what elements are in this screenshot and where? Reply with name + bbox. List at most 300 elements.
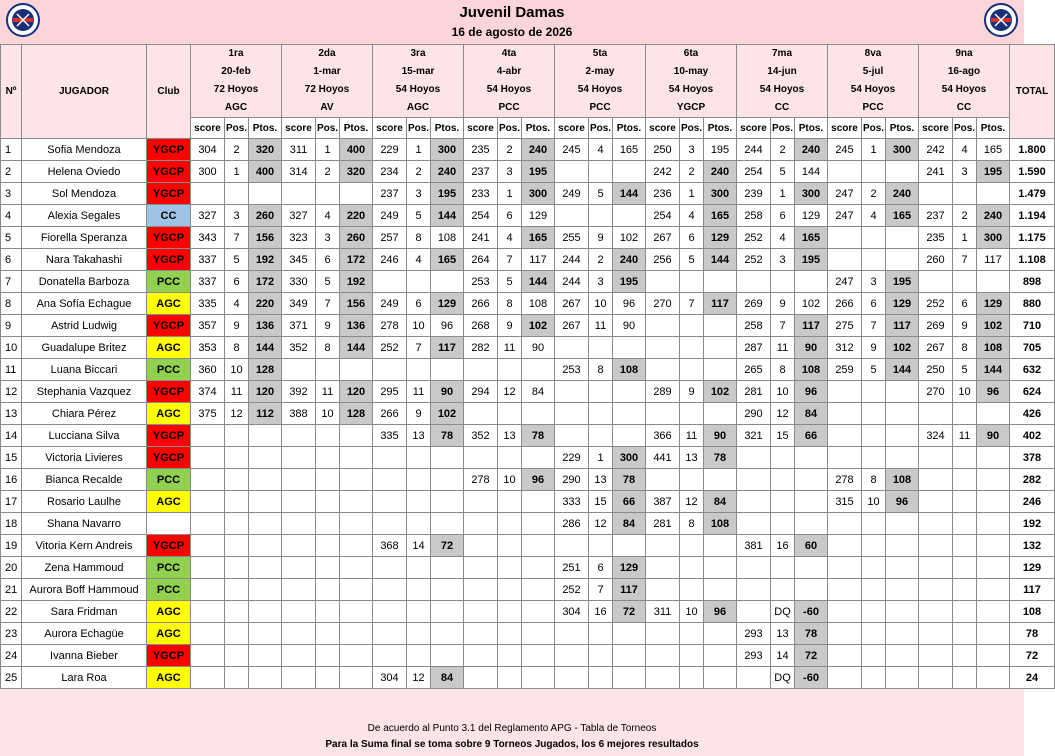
points-cell: 90	[704, 425, 737, 447]
score-cell	[191, 447, 225, 469]
score-cell: 330	[282, 271, 316, 293]
points-cell	[613, 645, 646, 667]
score-cell	[282, 623, 316, 645]
tournament-header	[555, 45, 646, 118]
score-cell: 237	[373, 183, 407, 205]
position-cell	[589, 161, 613, 183]
score-cell	[828, 645, 862, 667]
row-number: 16	[1, 469, 22, 491]
col-header-ptos: Ptos.	[886, 118, 919, 139]
score-cell	[646, 579, 680, 601]
points-cell: 78	[795, 623, 828, 645]
points-cell: 144	[522, 271, 555, 293]
position-cell	[680, 271, 704, 293]
position-cell	[498, 403, 522, 425]
tournament-date: 16-ago	[947, 66, 981, 77]
score-cell: 287	[737, 337, 771, 359]
score-cell: 247	[828, 205, 862, 227]
position-cell	[680, 337, 704, 359]
score-cell: 260	[919, 249, 953, 271]
position-cell: 5	[680, 249, 704, 271]
points-cell: 240	[613, 249, 646, 271]
position-cell	[589, 403, 613, 425]
position-cell	[953, 271, 977, 293]
position-cell: 4	[680, 205, 704, 227]
position-cell: 3	[680, 139, 704, 161]
score-cell: 253	[555, 359, 589, 381]
position-cell	[407, 557, 431, 579]
points-cell: 220	[340, 205, 373, 227]
position-cell	[498, 645, 522, 667]
table-row	[1, 557, 1055, 579]
points-cell	[977, 447, 1010, 469]
score-cell: 252	[919, 293, 953, 315]
tournament-holes: 54 Hoyos	[759, 84, 805, 95]
player-name: Luana Biccari	[22, 359, 147, 381]
score-cell: 270	[919, 381, 953, 403]
points-cell	[795, 271, 828, 293]
position-cell: 1	[862, 139, 886, 161]
score-cell: 441	[646, 447, 680, 469]
club-badge: PCC	[147, 557, 191, 579]
position-cell: 9	[225, 315, 249, 337]
club-badge: YGCP	[147, 535, 191, 557]
points-cell	[431, 513, 464, 535]
score-cell	[737, 667, 771, 689]
points-cell: 90	[613, 315, 646, 337]
points-cell: 300	[431, 139, 464, 161]
score-cell: 294	[464, 381, 498, 403]
tournament-holes: 54 Hoyos	[941, 84, 987, 95]
row-number: 13	[1, 403, 22, 425]
score-cell: 323	[282, 227, 316, 249]
player-name: Astrid Ludwig	[22, 315, 147, 337]
position-cell: 1	[589, 447, 613, 469]
score-cell	[919, 271, 953, 293]
score-cell	[282, 513, 316, 535]
position-cell	[225, 513, 249, 535]
points-cell: 129	[886, 293, 919, 315]
club-badge: AGC	[147, 403, 191, 425]
points-cell: 144	[704, 249, 737, 271]
score-cell	[828, 161, 862, 183]
tournament-date: 20-feb	[221, 66, 251, 77]
points-cell: 72	[613, 601, 646, 623]
score-cell: 304	[555, 601, 589, 623]
total-cell: 1.194	[1010, 205, 1055, 227]
points-cell: 156	[249, 227, 282, 249]
points-cell: 102	[886, 337, 919, 359]
position-cell: 3	[953, 161, 977, 183]
points-cell	[704, 403, 737, 425]
position-cell	[862, 601, 886, 623]
position-cell: 9	[862, 337, 886, 359]
score-cell: 244	[555, 271, 589, 293]
score-cell: 267	[555, 315, 589, 337]
table-row	[1, 601, 1055, 623]
position-cell: 6	[498, 205, 522, 227]
score-cell: 249	[555, 183, 589, 205]
score-cell	[919, 645, 953, 667]
score-cell	[373, 623, 407, 645]
score-cell: 266	[828, 293, 862, 315]
position-cell: 10	[407, 315, 431, 337]
position-cell	[225, 425, 249, 447]
score-cell: 290	[737, 403, 771, 425]
score-cell	[919, 513, 953, 535]
row-number: 7	[1, 271, 22, 293]
score-cell	[919, 403, 953, 425]
table-row	[1, 513, 1055, 535]
col-header-score: score	[282, 118, 316, 139]
position-cell	[953, 579, 977, 601]
position-cell: 1	[771, 183, 795, 205]
position-cell	[407, 271, 431, 293]
position-cell	[225, 645, 249, 667]
position-cell	[862, 535, 886, 557]
points-cell	[704, 557, 737, 579]
points-cell: 320	[249, 139, 282, 161]
footer-rule: Para la Suma final se toma sobre 9 Torneos Jugados, los 6 mejores resultados	[325, 739, 699, 750]
score-cell	[828, 249, 862, 271]
position-cell: 1	[498, 183, 522, 205]
points-cell: 260	[340, 227, 373, 249]
club-badge: YGCP	[147, 139, 191, 161]
table-row	[1, 623, 1055, 645]
score-cell	[191, 183, 225, 205]
points-cell	[886, 601, 919, 623]
tournament-holes: 72 Hoyos	[304, 84, 350, 95]
score-cell: 275	[828, 315, 862, 337]
points-cell: 128	[340, 403, 373, 425]
points-cell	[613, 425, 646, 447]
points-cell: 240	[431, 161, 464, 183]
position-cell	[953, 469, 977, 491]
score-cell	[464, 447, 498, 469]
club-badge: PCC	[147, 579, 191, 601]
score-cell: 266	[464, 293, 498, 315]
position-cell	[498, 535, 522, 557]
position-cell: 8	[316, 337, 340, 359]
position-cell: 8	[953, 337, 977, 359]
position-cell: 11	[225, 381, 249, 403]
score-cell	[373, 271, 407, 293]
score-cell: 304	[373, 667, 407, 689]
points-cell: 172	[249, 271, 282, 293]
points-cell: 195	[886, 271, 919, 293]
position-cell	[316, 425, 340, 447]
position-cell: 8	[680, 513, 704, 535]
position-cell: 4	[771, 227, 795, 249]
points-cell	[977, 491, 1010, 513]
score-cell	[464, 557, 498, 579]
tournament-date: 2-may	[585, 66, 615, 77]
total-cell: 246	[1010, 491, 1055, 513]
position-cell	[316, 469, 340, 491]
col-header-ptos: Ptos.	[977, 118, 1010, 139]
player-name: Fiorella Speranza	[22, 227, 147, 249]
score-cell	[191, 425, 225, 447]
position-cell	[316, 535, 340, 557]
club-badge: AGC	[147, 293, 191, 315]
score-cell	[919, 601, 953, 623]
score-cell: 293	[737, 645, 771, 667]
score-cell	[191, 667, 225, 689]
score-cell: 237	[919, 205, 953, 227]
points-cell	[249, 183, 282, 205]
score-cell: 229	[555, 447, 589, 469]
table-row	[1, 183, 1055, 205]
position-cell	[862, 227, 886, 249]
position-cell: 13	[407, 425, 431, 447]
table-row	[1, 161, 1055, 183]
club-badge: YGCP	[147, 447, 191, 469]
score-cell: 255	[555, 227, 589, 249]
position-cell: 5	[589, 183, 613, 205]
total-cell: 282	[1010, 469, 1055, 491]
points-cell	[340, 425, 373, 447]
total-cell: 1.800	[1010, 139, 1055, 161]
position-cell	[680, 469, 704, 491]
score-cell: 252	[737, 249, 771, 271]
points-cell	[522, 667, 555, 689]
points-cell: 136	[249, 315, 282, 337]
score-cell	[919, 667, 953, 689]
position-cell: 8	[498, 293, 522, 315]
player-name: Rosario Laulhe	[22, 491, 147, 513]
points-cell: 300	[613, 447, 646, 469]
position-cell: 10	[316, 403, 340, 425]
points-cell	[886, 667, 919, 689]
points-cell	[977, 623, 1010, 645]
score-cell	[737, 491, 771, 513]
tournament-venue: AV	[320, 102, 334, 113]
position-cell	[862, 645, 886, 667]
points-cell	[977, 579, 1010, 601]
position-cell: 12	[498, 381, 522, 403]
position-cell	[771, 557, 795, 579]
position-cell: 4	[498, 227, 522, 249]
position-cell	[407, 447, 431, 469]
position-cell	[498, 513, 522, 535]
position-cell	[862, 249, 886, 271]
col-header-pos: Pos.	[407, 118, 431, 139]
col-header-score: score	[919, 118, 953, 139]
position-cell	[680, 359, 704, 381]
col-header-pos: Pos.	[498, 118, 522, 139]
points-cell	[249, 579, 282, 601]
points-cell: 300	[704, 183, 737, 205]
position-cell	[589, 623, 613, 645]
points-cell: 60	[795, 535, 828, 557]
points-cell	[613, 337, 646, 359]
position-cell	[498, 491, 522, 513]
points-cell	[340, 667, 373, 689]
points-cell	[795, 557, 828, 579]
col-header-pos: Pos.	[225, 118, 249, 139]
score-cell: 241	[919, 161, 953, 183]
club-badge: AGC	[147, 337, 191, 359]
position-cell: 6	[771, 205, 795, 227]
points-cell: 90	[795, 337, 828, 359]
total-cell: 1.590	[1010, 161, 1055, 183]
points-cell: 108	[704, 513, 737, 535]
score-cell	[191, 513, 225, 535]
points-cell: 300	[977, 227, 1010, 249]
points-cell	[522, 579, 555, 601]
score-cell	[282, 579, 316, 601]
player-name: Victoria Livieres	[22, 447, 147, 469]
score-cell: 333	[555, 491, 589, 513]
row-number: 20	[1, 557, 22, 579]
score-cell	[191, 623, 225, 645]
tournament-holes: 54 Hoyos	[577, 84, 623, 95]
position-cell	[953, 403, 977, 425]
score-cell: 258	[737, 205, 771, 227]
points-cell	[795, 491, 828, 513]
score-cell: 268	[464, 315, 498, 337]
points-cell	[340, 535, 373, 557]
position-cell	[953, 623, 977, 645]
points-cell	[431, 601, 464, 623]
points-cell	[522, 557, 555, 579]
club-badge: CC	[147, 205, 191, 227]
points-cell	[886, 645, 919, 667]
col-header-score: score	[464, 118, 498, 139]
total-cell: 880	[1010, 293, 1055, 315]
position-cell: 9	[771, 293, 795, 315]
points-cell	[522, 359, 555, 381]
points-cell: 117	[522, 249, 555, 271]
score-cell	[464, 403, 498, 425]
score-cell: 258	[737, 315, 771, 337]
points-cell: 400	[249, 161, 282, 183]
score-cell	[373, 513, 407, 535]
score-cell	[373, 601, 407, 623]
table-row	[1, 139, 1055, 161]
position-cell: 14	[407, 535, 431, 557]
position-cell: DQ	[771, 601, 795, 623]
points-cell	[522, 447, 555, 469]
col-header-ptos: Ptos.	[522, 118, 555, 139]
points-cell: 195	[431, 183, 464, 205]
points-cell: 102	[977, 315, 1010, 337]
position-cell: 7	[862, 315, 886, 337]
points-cell: 165	[613, 139, 646, 161]
position-cell: 12	[771, 403, 795, 425]
points-cell	[886, 623, 919, 645]
score-cell	[464, 667, 498, 689]
score-cell: 312	[828, 337, 862, 359]
position-cell	[862, 667, 886, 689]
score-cell: 254	[464, 205, 498, 227]
points-cell	[522, 491, 555, 513]
position-cell	[225, 469, 249, 491]
col-header-pos: Pos.	[862, 118, 886, 139]
points-cell: 136	[340, 315, 373, 337]
player-name: Zena Hammoud	[22, 557, 147, 579]
row-number: 1	[1, 139, 22, 161]
points-cell	[977, 271, 1010, 293]
col-header-score: score	[373, 118, 407, 139]
points-cell: 129	[977, 293, 1010, 315]
score-cell	[646, 469, 680, 491]
score-cell	[737, 271, 771, 293]
score-cell	[464, 535, 498, 557]
points-cell	[249, 513, 282, 535]
score-cell	[555, 535, 589, 557]
points-cell: 129	[522, 205, 555, 227]
position-cell	[680, 403, 704, 425]
row-number: 23	[1, 623, 22, 645]
points-cell: 84	[431, 667, 464, 689]
col-header-pos: Pos.	[316, 118, 340, 139]
position-cell: 7	[953, 249, 977, 271]
points-cell: 120	[249, 381, 282, 403]
position-cell: 6	[953, 293, 977, 315]
row-number: 6	[1, 249, 22, 271]
col-header-score: score	[555, 118, 589, 139]
tournament-holes: 54 Hoyos	[668, 84, 714, 95]
score-cell: 233	[464, 183, 498, 205]
points-cell	[886, 403, 919, 425]
position-cell: 7	[498, 249, 522, 271]
score-cell	[646, 557, 680, 579]
score-cell: 242	[919, 139, 953, 161]
position-cell: 15	[771, 425, 795, 447]
score-cell	[373, 579, 407, 601]
position-cell	[316, 645, 340, 667]
points-cell: -60	[795, 601, 828, 623]
position-cell	[407, 601, 431, 623]
tournament-venue: PCC	[862, 102, 884, 113]
points-cell	[886, 425, 919, 447]
score-cell: 266	[373, 403, 407, 425]
position-cell	[225, 579, 249, 601]
club-badge	[147, 513, 191, 535]
position-cell: 7	[589, 579, 613, 601]
position-cell	[771, 491, 795, 513]
score-cell	[373, 645, 407, 667]
position-cell	[953, 447, 977, 469]
position-cell: 2	[407, 161, 431, 183]
position-cell	[680, 623, 704, 645]
points-cell: 90	[522, 337, 555, 359]
total-cell: 72	[1010, 645, 1055, 667]
position-cell: 6	[862, 293, 886, 315]
position-cell	[498, 601, 522, 623]
table-row	[1, 447, 1055, 469]
tournament-name: 1ra	[228, 48, 244, 59]
points-cell: 144	[886, 359, 919, 381]
position-cell	[953, 667, 977, 689]
total-cell: 402	[1010, 425, 1055, 447]
tournament-header	[646, 45, 737, 118]
score-cell: 257	[373, 227, 407, 249]
position-cell	[680, 557, 704, 579]
points-cell	[704, 359, 737, 381]
score-cell: 289	[646, 381, 680, 403]
position-cell	[589, 535, 613, 557]
points-cell	[886, 557, 919, 579]
position-cell: 10	[498, 469, 522, 491]
position-cell: 12	[589, 513, 613, 535]
score-cell	[646, 271, 680, 293]
row-number: 24	[1, 645, 22, 667]
player-name: Lucciana Silva	[22, 425, 147, 447]
score-cell	[919, 579, 953, 601]
score-cell	[464, 623, 498, 645]
